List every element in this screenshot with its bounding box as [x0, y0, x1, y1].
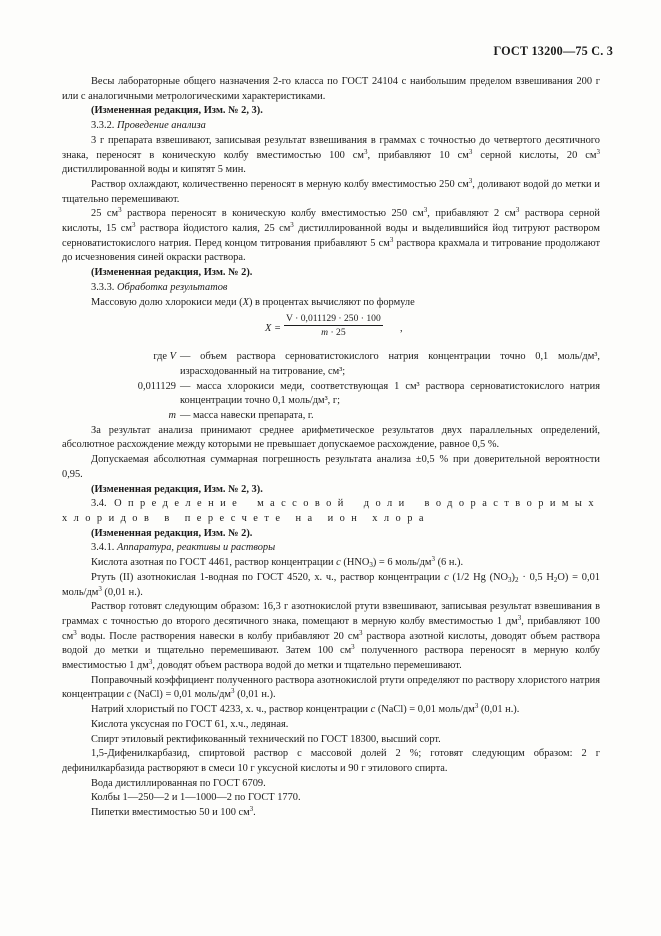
where-symbol: m: [168, 410, 176, 422]
paragraph-error: Допускаемая абсолютная суммарная погрешность результата анализа ±0,5 % при доверительной вероятности 0,95.: [62, 454, 600, 480]
revision-note: (Измененная редакция, Изм. № 2, 3).: [91, 105, 263, 117]
section-heading-3-3-3: 3.3.3. Обработка результатов: [91, 281, 228, 293]
section-heading-3-4: 3.4. Определение массовой доли водорастворимых хлоридов в пересчете на ион хлора: [62, 498, 600, 524]
formula-numerator: V · 0,011129 · 250 · 100: [286, 313, 381, 325]
paragraph-water: Вода дистиллированная по ГОСТ 6709.: [91, 777, 266, 789]
formula-lhs: X =: [265, 323, 281, 335]
revision-note: (Измененная редакция, Изм. № 2, 3).: [91, 483, 263, 495]
formula-fraction: [284, 312, 383, 339]
paragraph-nitric-acid: Кислота азотная по ГОСТ 4461, раствор концентрации c $(HNO_3) = 6$ моль/$дм^3$ (6 н.).: [91, 555, 464, 570]
paragraph-scales: Весы лабораторные общего назначения 2-го класса по ГОСТ 24104 с наибольшим пределом взвешивания 200 г или с аналогичными метрологическими характеристиками.: [62, 76, 600, 102]
where-list: [62, 350, 600, 424]
paragraph-formula-intro: Массовую долю хлорокиси меди (X) в процентах вычисляют по формуле: [91, 296, 415, 308]
section-heading-3-3-2: 3.3.2. Проведение анализа: [91, 120, 206, 132]
paragraph-correction-factor: Поправочный коэффициент полученного раствора азотнокислой ртути определяют по раствору хлористого натрия концентрации c (NaCl) = 0,01 моль/$дм^3$ (0,01 н.).: [62, 674, 600, 701]
document-body: [62, 75, 600, 821]
where-symbol: где V: [153, 351, 176, 363]
formula-trail: ,: [400, 323, 403, 335]
where-definition: — объем раствора серноватистокислого натрия концентрации точно 0,1 моль/дм³, израсходованный на титрование, см³;: [180, 351, 600, 377]
section-heading-3-4-1: 3.4.1. Аппаратура, реактивы и растворы: [91, 542, 276, 554]
where-symbol: 0,011129: [137, 380, 176, 392]
page-header: ГОСТ 13200—75 С. 3: [493, 44, 613, 58]
paragraph-result: За результат анализа принимают среднее арифметическое результатов двух параллельных определений, абсолютное расхождение между которыми не превышает допускаемое расхождение, равное 0,5 %.: [62, 424, 600, 451]
revision-note: (Измененная редакция, Изм. № 2).: [91, 267, 253, 279]
revision-note: (Измененная редакция, Изм. № 2).: [91, 527, 253, 539]
paragraph-mercury: Ртуть (II) азотнокислая 1-водная по ГОСТ 4520, х. ч., раствор концентрации c (1/2 Hg $(NO_3)_2 \cdot 0,5$ $H_2O) = 0,01$ моль/$дм^3$ (0,01 н.).: [62, 571, 600, 598]
where-definition: — масса хлорокиси меди, соответствующая 1 см³ раствора серноватистокислого натрия концентрации точно 0,1 моль/дм³, г;: [180, 380, 600, 407]
paragraph-acetic-acid: Кислота уксусная по ГОСТ 61, х.ч., ледяная.: [91, 718, 289, 730]
where-definition: — масса навески препарата, г.: [180, 410, 314, 422]
paragraph-ethanol: Спирт этиловый ректификованный технический по ГОСТ 18300, высший сорт.: [91, 733, 441, 745]
paragraph-diphenylcarbazide: 1,5-Дифенилкарбазид, спиртовой раствор с массовой долей 2 %; готовят следующим образом: 2 г дефинилкарбазида растворяют в смеси 10 г уксусной кислоты и 90 г этилового спирта.: [62, 748, 600, 774]
paragraph-sodium-chloride: Натрий хлористый по ГОСТ 4233, х. ч., раствор концентрации c (NaCl) = 0,01 моль/$дм^3$ (0,01 н.).: [91, 702, 520, 716]
paragraph-flasks: Колбы 1—250—2 и 1—1000—2 по ГОСТ 1770.: [91, 792, 301, 804]
paragraph-procedure-titrate: 25 $см^3$ раствора переносят в коническую колбу вместимостью 250 $см^3$, прибавляют 2 $см^3$ раствора серной кислоты, 15 $см^3$ раствора йодистого калия, 25 $см^3$ дистиллированной воды и выделившийся йод титруют раствором серноватистокислого натрия. Перед концом титрования прибавляют 5 $см^3$ раствора крахмала и титрование продолжают до исчезновения синей окраски раствора.: [62, 206, 600, 264]
paragraph-procedure-cool: Раствор охлаждают, количественно переносят в мерную колбу вместимостью 250 $см^3$, доливают водой до метки и тщательно перемешивают.: [62, 176, 600, 205]
formula-copper-oxychloride: [62, 312, 600, 346]
paragraph-pipettes: Пипетки вместимостью 50 и 100 $см^3$.: [91, 805, 256, 819]
formula-denominator: m · 25: [321, 327, 346, 339]
paragraph-procedure-weigh: 3 г препарата взвешивают, записывая результат взвешивания в граммах с точностью до четвертого десятичного знака, переносят в коническую колбу вместимостью 100 $см^3$, прибавляют 10 $см^3$ серной кислоты, 20 $см^3$ дистиллированной воды и кипятят 5 мин.: [62, 134, 600, 176]
paragraph-mercury-preparation: Раствор готовят следующим образом: 16,3 г азотнокислой ртути взвешивают, записывая результат взвешивания в граммах с точностью до второго десятичного знака, помещают в мерную колбу вместимостью 1 $дм^3$, прибавляют 100 $см^3$ воды. После растворения навески в колбу прибавляют 20 $см^3$ раствора азотной кислоты, доводят объем раствора водой до метки и тщательно перемешивают. Затем 100 $см^3$ полученного раствора переносят в мерную колбу вместимостью 1 $дм^3$, доводят объем раствора водой до метки и тщательно перемешивают.: [62, 601, 600, 672]
